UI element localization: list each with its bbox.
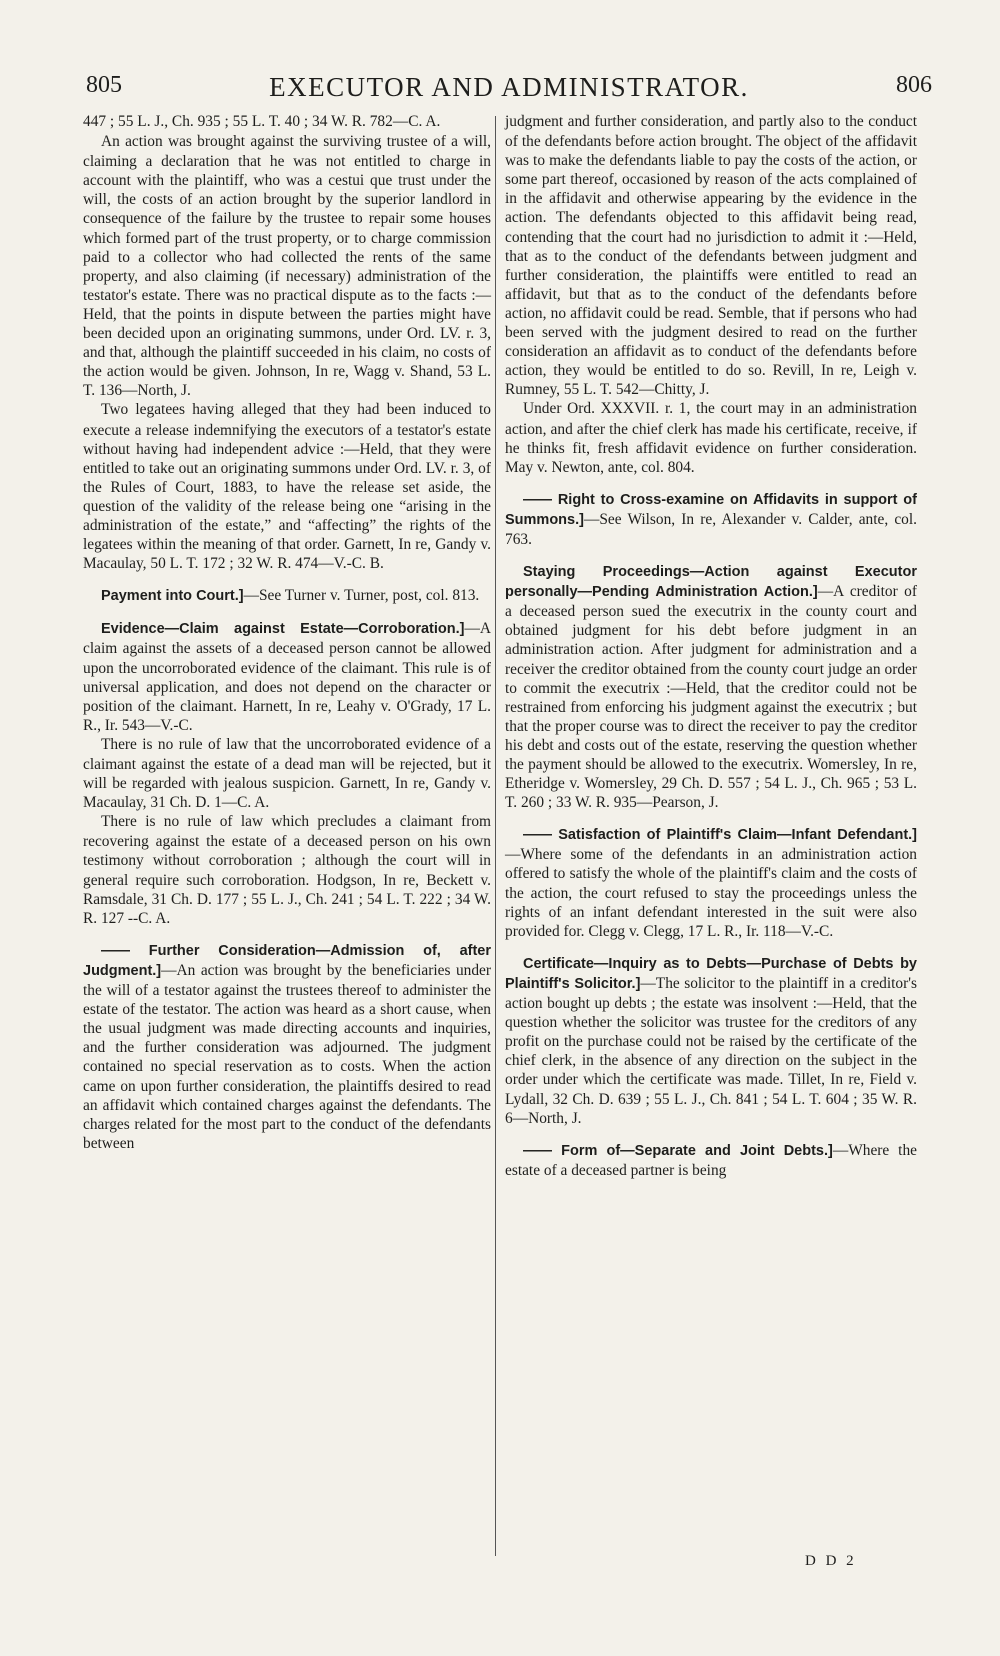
paragraph: Under Ord. XXXVII. r. 1, the court may in an administration action, and after the chief clerk has made his certificate, receive, if he thinks fit, fresh affidavit evidence on further consideration. May v. Newton, ante, col. 804. xyxy=(505,400,917,476)
paragraph: Two legatees having alleged that they had been induced to execute a release indemnifying the executors of a testator's estate without having had independent advice :—Held, that they were entitled to take out an originating summons under Ord. LV. r. 3, of the Rules of Court, 1883, to have the release set aside, the question of the validity of the release being one “arising in the administration of the estate,” and “affecting” the rights of the legatees within the meaning of that order. Garnett, In re, Gandy v. Macaulay, 50 L. T. 172 ; 32 W. R. 474—V.-C. B. xyxy=(83,401,491,573)
paragraph: judgment and further consideration, and partly also to the conduct of the defendants before action brought. The object of the affidavit was to make the defendants liable to pay the costs of the action, or some part thereof, occasioned by reason of the acts complained of in the affidavit and otherwise appearing by the evidence in the action. The defendants objected to this affidavit being read, contending that the court had no jurisdiction to admit it :—Held, that as to the conduct of the defendants between judgment and further consideration, the plaintiffs were entitled to read an affidavit, but that as to the conduct of the defendants before action, no affidavit could be read. Semble, that if persons who had been served with the judgment desired to read on the further consideration an affidavit as to conduct of the defendants before action, they would be entitled to do so. Revill, In re, Leigh v. Rumney, 55 L. T. 542—Chitty, J. xyxy=(505,113,917,399)
right-column xyxy=(505,112,917,1180)
paragraph: —— Further Consideration—Admission of, after Judgment.]—An action was brought by the beneficiaries under the will of a testator against the trustees thereof to administer the estate of the testator. The action was heard as a short cause, when the usual judgment was made directing accounts and inquiries, and the further consideration was adjourned. The judgment contained no special reservation as to costs. When the action came on upon further consideration, the plaintiffs desired to read an affidavit which contained charges against the defendants. The charges related for the most part to the conduct of the defendants between xyxy=(83,942,491,1152)
running-title: EXECUTOR AND ADMINISTRATOR. xyxy=(269,72,749,102)
paragraph: 447 ; 55 L. J., Ch. 935 ; 55 L. T. 40 ; 34 W. R. 782—C. A. xyxy=(83,113,441,130)
left-column-number: 805 xyxy=(86,72,122,98)
paragraph: —— Right to Cross-examine on Affidavits in support of Summons.]—See Wilson, In re, Alexander v. Calder, ante, col. 763. xyxy=(505,491,917,548)
paragraph: There is no rule of law that the uncorroborated evidence of a claimant against the estate of a dead man will be rejected, but it will be regarded with jealous suspicion. Garnett, In re, Gandy v. Macaulay, 31 Ch. D. 1—C. A. xyxy=(83,735,491,812)
signature-mark: D D 2 xyxy=(805,1553,857,1569)
paragraph: There is no rule of law which precludes a claimant from recovering against the estate of a deceased person on his own testimony without corroboration ; although the court will in general require such corroboration. Hodgson, In re, Beckett v. Ramsdale, 31 Ch. D. 177 ; 55 L. J., Ch. 241 ; 54 L. T. 222 ; 34 W. R. 127 --C. A. xyxy=(83,813,491,927)
left-column xyxy=(83,112,491,1153)
paragraph: An action was brought against the surviving trustee of a will, claiming a declaration that he was not entitled to charge in account with the plaintiff, who was a cestui que trust under the will, the costs of an action brought by the superior landlord in consequence of the failure by the trustee to repair some houses which formed part of the trust property, or to charge commission paid to a collector who had collected the rents of the same property, and also claiming (if necessary) administration of the testator's estate. There was no practical dispute as to the facts :—Held, that the points in dispute between the parties might have been decided upon an originating summons, under Ord. LV. r. 3, and that, although the plaintiff succeeded in his claim, no costs of the action would be given. Johnson, In re, Wagg v. Shand, 53 L. T. 136—North, J. xyxy=(83,133,491,400)
page-header xyxy=(86,72,932,108)
paragraph: Staying Proceedings—Action against Executor personally—Pending Administration Action.]—A creditor of a deceased person sued the executrix in the county court and obtained judgment for his debt before judgment in an administration action. After judgment for administration and a receiver the creditor obtained from the county court judge an order to commit the executrix :—Held, that the creditor could not be restrained from enforcing his judgment against the executrix ; but that the proper course was to direct the receiver to pay the creditor his debt and costs out of the estate, reserving the question whether the payment should be allowed to the executrix. Womersley, In re, Etheridge v. Womersley, 29 Ch. D. 557 ; 54 L. J., Ch. 965 ; 53 L. T. 260 ; 33 W. R. 935—Pearson, J. xyxy=(505,564,917,812)
paragraph: Certificate—Inquiry as to Debts—Purchase of Debts by Plaintiff's Solicitor.]—The solicitor to the plaintiff in a creditor's action bought up debts ; the estate was insolvent :—Held, that the question whether the solicitor was trustee for the creditors of any profit on the purchase could not be raised by the certificate of the chief clerk, in the absence of any direction on the subject in the order under which the certificate was made. Tillet, In re, Field v. Lydall, 32 Ch. D. 639 ; 55 L. J., Ch. 841 ; 54 L. T. 604 ; 35 W. R. 6—North, J. xyxy=(505,955,917,1127)
paragraph: Evidence—Claim against Estate—Corroboration.]—A claim against the assets of a deceased person cannot be allowed upon the uncorroborated evidence of the claimant. This rule is of universal application, and does not depend on the character or position of the claimant. Harnett, In re, Leahy v. O'Grady, 17 L. R., Ir. 543—V.-C. xyxy=(83,620,491,734)
column-divider xyxy=(495,116,496,1556)
paragraph: —— Form of—Separate and Joint Debts.]—Where the estate of a deceased partner is being xyxy=(505,1141,917,1179)
paragraph: —— Satisfaction of Plaintiff's Claim—Infant Defendant.]—Where some of the defendants in an administration action offered to satisfy the whole of the plaintiff's claim and the costs of the action, the court refused to stay the proceedings unless the rights of an infant defendant interested in the suit were also provided for. Clegg v. Clegg, 17 L. R., Ir. 118—V.-C. xyxy=(505,827,917,940)
paragraph: Payment into Court.]—See Turner v. Turner, post, col. 813. xyxy=(101,587,480,605)
right-column-number: 806 xyxy=(896,72,932,98)
